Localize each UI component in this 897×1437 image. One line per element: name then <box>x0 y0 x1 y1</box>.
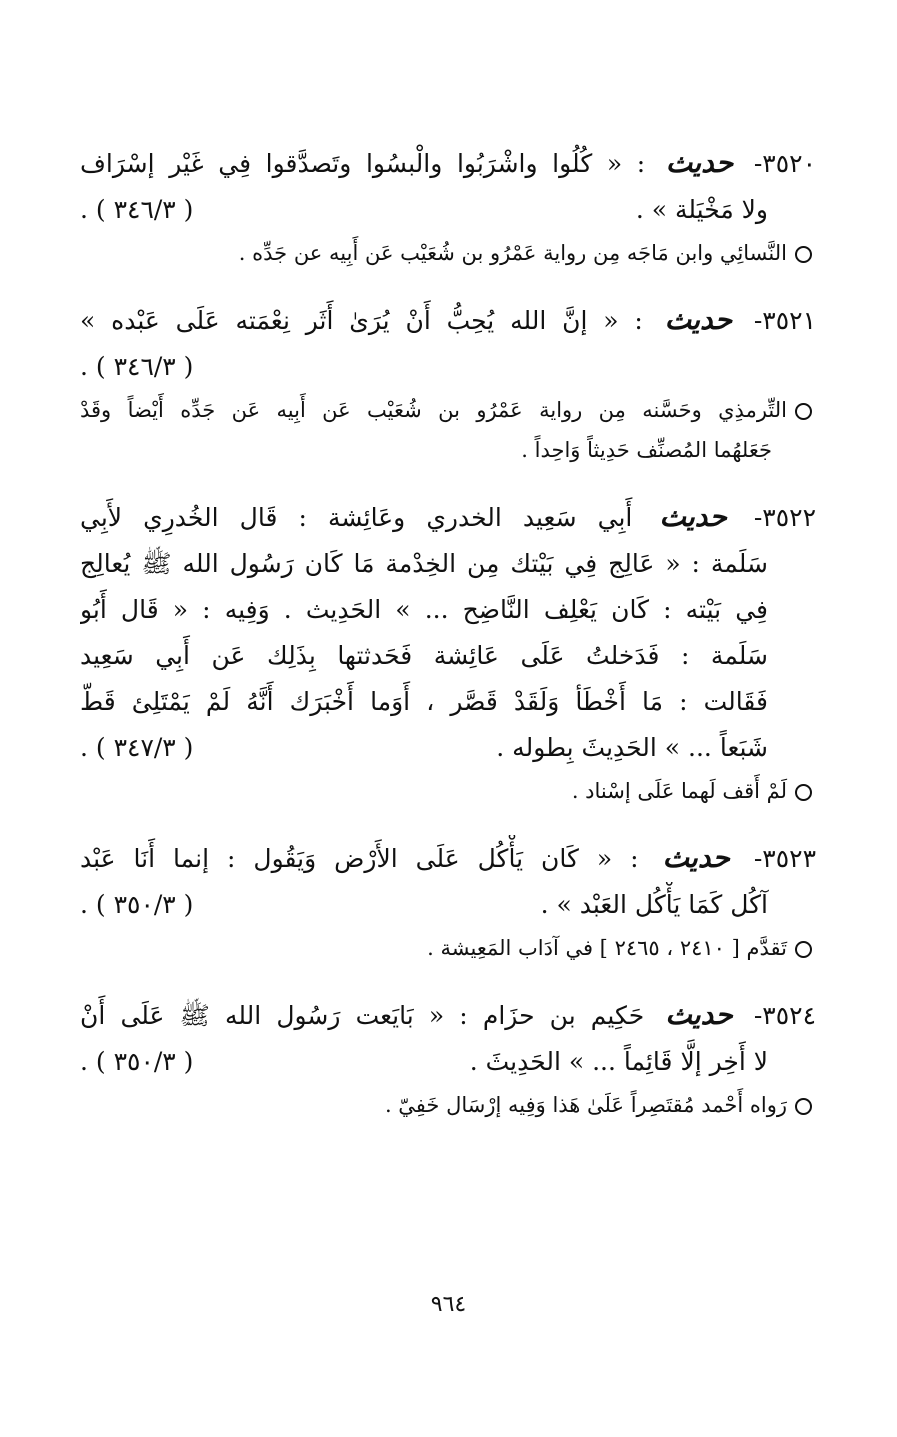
note-text: جَعَلهُما المُصنِّف حَدِيثاً وَاحِداً . <box>521 438 772 462</box>
entry-line: فِي بَيْته : كَان يَعْلِف النَّاضِح ... » الحَدِيث . وَفِيه : « قَال أَبُو <box>80 595 768 624</box>
reference: ( ٣٥٠/٣ ) . <box>80 890 194 919</box>
hadith-entry-3522 <box>80 494 816 811</box>
note-text: النَّسائِي وابن مَاجَه مِن رواية عَمْرُو بن شُعَيْب عَن أَبِيه عن جَدِّه . <box>238 241 787 265</box>
commentary-note <box>80 1085 816 1125</box>
entry-line-with-reference <box>80 187 816 233</box>
page-number: ٩٦٤ <box>430 1292 467 1317</box>
circle-bullet-icon <box>795 784 812 801</box>
entry-line: فَقَالت : مَا أَخْطَأ وَلَقَدْ قَصَّر ، أَوَما أَخْبَرَك أَنَّهُ لَمْ يَمْتَلِئ قَطّ <box>80 687 768 716</box>
reference: ( ٣٥٠/٣ ) . <box>80 1047 194 1076</box>
reference: ( ٣٤٦/٣ ) . <box>80 195 194 224</box>
hadith-entry-3524 <box>80 992 816 1125</box>
entry-text: حَكِيم بن حزَام : « بَايَعت رَسُول الله ﷺ عَلَى أَنْ <box>80 1001 645 1030</box>
circle-bullet-icon <box>795 1098 812 1115</box>
entry-line: سَلَمة : فَدَخلتُ عَلَى عَائِشة فَحَدثتها بِذَلِك عَن أَبِي سَعِيد <box>80 641 768 670</box>
note-text: التِّرمذِي وحَسَّنه مِن رواية عَمْرُو بن شُعَيْب عَن أَبِيه عَن جَدِّه أَيْضاً وقَدْ <box>80 398 787 422</box>
entry-text: ولا مَخْيَلة » . <box>635 195 768 224</box>
entry-text: أَبِي سَعِيد الخدري وعَائِشة : قَال الخُدرِي لأَبِي <box>80 503 633 532</box>
entry-text: لا أَخِر إلَّا قَائِماً ... » الحَدِيثَ . <box>469 1047 768 1076</box>
entry-line-with-reference <box>80 1039 816 1085</box>
entry-line-with-reference <box>80 344 816 390</box>
hadith-keyword: حديث <box>665 998 733 1031</box>
hadith-keyword: حديث <box>664 303 732 336</box>
hadith-entry-3521 <box>80 297 816 470</box>
circle-bullet-icon <box>795 941 812 958</box>
entry-heading-line <box>80 992 816 1039</box>
entry-line-with-reference <box>80 882 816 928</box>
entry-number: ٣٥٢٢- <box>753 503 816 532</box>
reference: ( ٣٤٧/٣ ) . <box>80 733 194 762</box>
entry-number: ٣٥٢٤- <box>753 1001 816 1030</box>
entry-number: ٣٥٢٣- <box>753 844 816 873</box>
commentary-note <box>80 928 816 968</box>
commentary-note <box>80 233 816 273</box>
entry-heading-line <box>80 835 816 882</box>
hadith-keyword: حديث <box>665 146 734 179</box>
commentary-note <box>80 390 816 430</box>
entry-text: : « كَان يَأْكُل عَلَى الأَرْض وَيَقُول : إنما أَنَا عَبْد <box>80 844 639 873</box>
hadith-entry-3520 <box>80 140 816 273</box>
reference: ( ٣٤٦/٣ ) . <box>80 352 194 381</box>
note-text: لَمْ أَقف لَهما عَلَى إسْناد . <box>571 779 787 803</box>
circle-bullet-icon <box>795 246 812 263</box>
commentary-note <box>80 771 816 811</box>
hadith-entry-3523 <box>80 835 816 968</box>
entry-number: ٣٥٢٠- <box>753 149 816 178</box>
page-body <box>80 140 816 1149</box>
entry-heading-line <box>80 297 816 344</box>
entry-number: ٣٥٢١- <box>753 306 816 335</box>
entry-line: سَلَمة : « عَالِج فِي بَيْتك مِن الخِدْمة مَا كَان رَسُول الله ﷺ يُعالِج <box>80 549 768 578</box>
entry-heading-line <box>80 494 816 541</box>
entry-text: آكُل كَمَا يَأْكُل العَبْد » . <box>540 890 768 919</box>
hadith-keyword: حديث <box>662 841 730 874</box>
entry-text: : « كُلُوا واشْرَبُوا والْبسُوا وتَصدَّقوا فِي غَيْر إسْرَاف <box>80 149 646 178</box>
entry-text: : « إنَّ الله يُحِبُّ أَنْ يُرَىٰ أَثَر نِعْمَته عَلَى عَبْده » <box>80 306 643 335</box>
entry-line-with-reference <box>80 725 816 771</box>
entry-text: شَبَعاً ... » الحَدِيثَ بِطوله . <box>496 733 768 762</box>
circle-bullet-icon <box>795 403 812 420</box>
note-text: تَقدَّم [ ٢٤١٠ ، ٢٤٦٥ ] في آدَاب المَعِيشة . <box>427 936 787 960</box>
commentary-note-continuation <box>80 430 816 470</box>
entry-heading-line <box>80 140 816 187</box>
note-text: رَواه أَحْمد مُقتَصِراً عَلَىٰ هَذا وَفِيه إرْسَال خَفِيّ . <box>384 1093 787 1117</box>
hadith-keyword: حديث <box>659 500 727 533</box>
